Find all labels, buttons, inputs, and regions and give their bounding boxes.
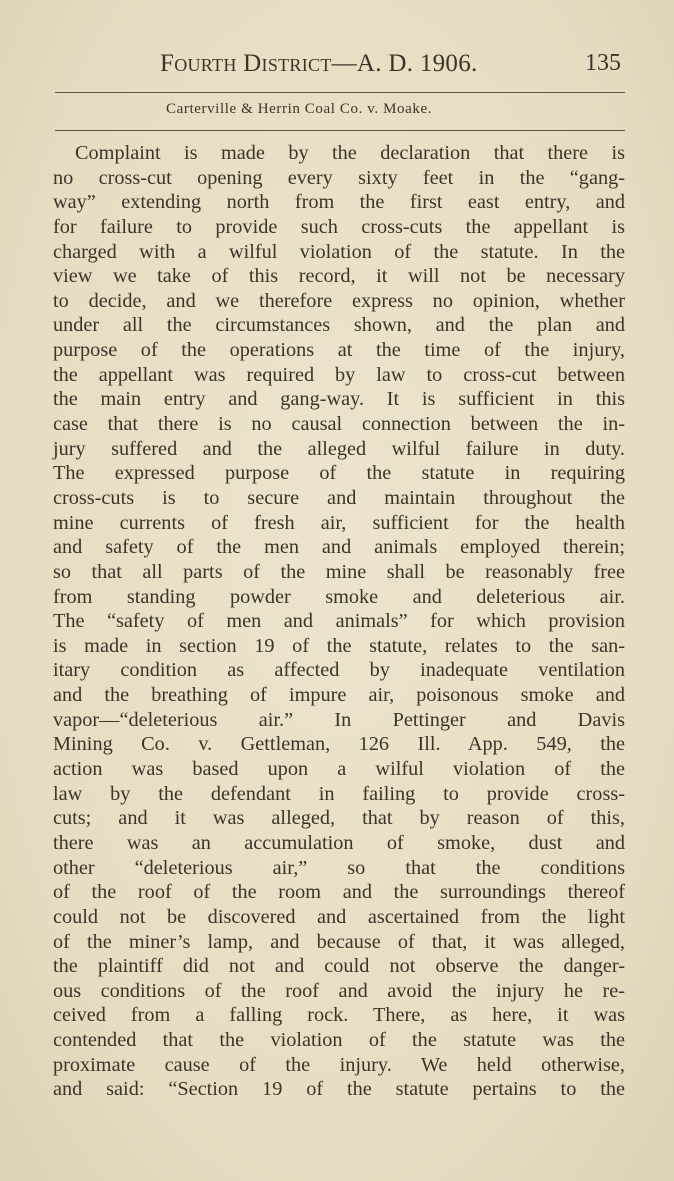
text-line: proximate cause of the injury. We held otherwise, bbox=[53, 1053, 625, 1076]
text-line: case that there is no causal connection between the in- bbox=[53, 413, 625, 436]
text-line: and said: “Section 19 of the statute pertains to the bbox=[53, 1078, 625, 1101]
text-line: to decide, and we therefore express no opinion, whether bbox=[53, 289, 625, 312]
text-line: other “deleterious air,” so that the conditions bbox=[53, 856, 625, 879]
text-line: could not be discovered and ascertained from the light bbox=[53, 905, 625, 928]
text-line: charged with a wilful violation of the statute. In the bbox=[53, 240, 625, 263]
body-text bbox=[53, 141, 625, 1102]
text-line: purpose of the operations at the time of the injury, bbox=[53, 339, 625, 362]
text-line: way” extending north from the first east entry, and bbox=[53, 191, 625, 214]
text-line: so that all parts of the mine shall be reasonably free bbox=[53, 560, 625, 583]
text-line: is made in section 19 of the statute, relates to the san- bbox=[53, 634, 625, 657]
text-line: action was based upon a wilful violation of the bbox=[53, 758, 625, 781]
text-line: under all the circumstances shown, and the plan and bbox=[53, 314, 625, 337]
running-head-rule bbox=[55, 130, 625, 131]
text-line: ous conditions of the roof and avoid the injury he re- bbox=[53, 979, 625, 1002]
text-line: from standing powder smoke and deleterious air. bbox=[53, 585, 625, 608]
text-line: and the breathing of impure air, poisonous smoke and bbox=[53, 684, 625, 707]
header-rule bbox=[55, 92, 625, 93]
text-line: The expressed purpose of the statute in requiring bbox=[53, 462, 625, 485]
page-header-title: Fourth District—A. D. 1906. bbox=[160, 50, 478, 77]
running-head: Carterville & Herrin Coal Co. v. Moake. bbox=[166, 101, 433, 117]
text-line: view we take of this record, it will not be necessary bbox=[53, 265, 625, 288]
text-line: of the miner’s lamp, and because of that, it was alleged, bbox=[53, 930, 625, 953]
text-line: itary condition as affected by inadequate ventilation bbox=[53, 659, 625, 682]
text-line: cross-cuts is to secure and maintain throughout the bbox=[53, 486, 625, 509]
text-line: contended that the violation of the statute was the bbox=[53, 1029, 625, 1052]
text-line: Complaint is made by the declaration that there is bbox=[75, 142, 625, 164]
text-line: the main entry and gang-way. It is sufficient in this bbox=[53, 388, 625, 411]
text-line: vapor—“deleterious air.” In Pettinger and Davis bbox=[53, 708, 625, 731]
text-line: for failure to provide such cross-cuts the appellant is bbox=[53, 215, 625, 238]
text-line: there was an accumulation of smoke, dust and bbox=[53, 831, 625, 854]
page-number: 135 bbox=[585, 50, 621, 76]
text-line: The “safety of men and animals” for which provision bbox=[53, 610, 625, 633]
text-line: of the roof of the room and the surroundings thereof bbox=[53, 881, 625, 904]
text-line: and safety of the men and animals employed therein; bbox=[53, 536, 625, 559]
text-line: mine currents of fresh air, sufficient for the health bbox=[53, 511, 625, 534]
text-line: Mining Co. v. Gettleman, 126 Ill. App. 549, the bbox=[53, 733, 625, 756]
text-line: the plaintiff did not and could not observe the danger- bbox=[53, 955, 625, 978]
text-line: no cross-cut opening every sixty feet in the “gang- bbox=[53, 166, 625, 189]
text-line: cuts; and it was alleged, that by reason of this, bbox=[53, 807, 625, 830]
text-line: ceived from a falling rock. There, as here, it was bbox=[53, 1004, 625, 1027]
text-line: the appellant was required by law to cross-cut between bbox=[53, 363, 625, 386]
text-line: law by the defendant in failing to provide cross- bbox=[53, 782, 625, 805]
text-line: jury suffered and the alleged wilful failure in duty. bbox=[53, 437, 625, 460]
